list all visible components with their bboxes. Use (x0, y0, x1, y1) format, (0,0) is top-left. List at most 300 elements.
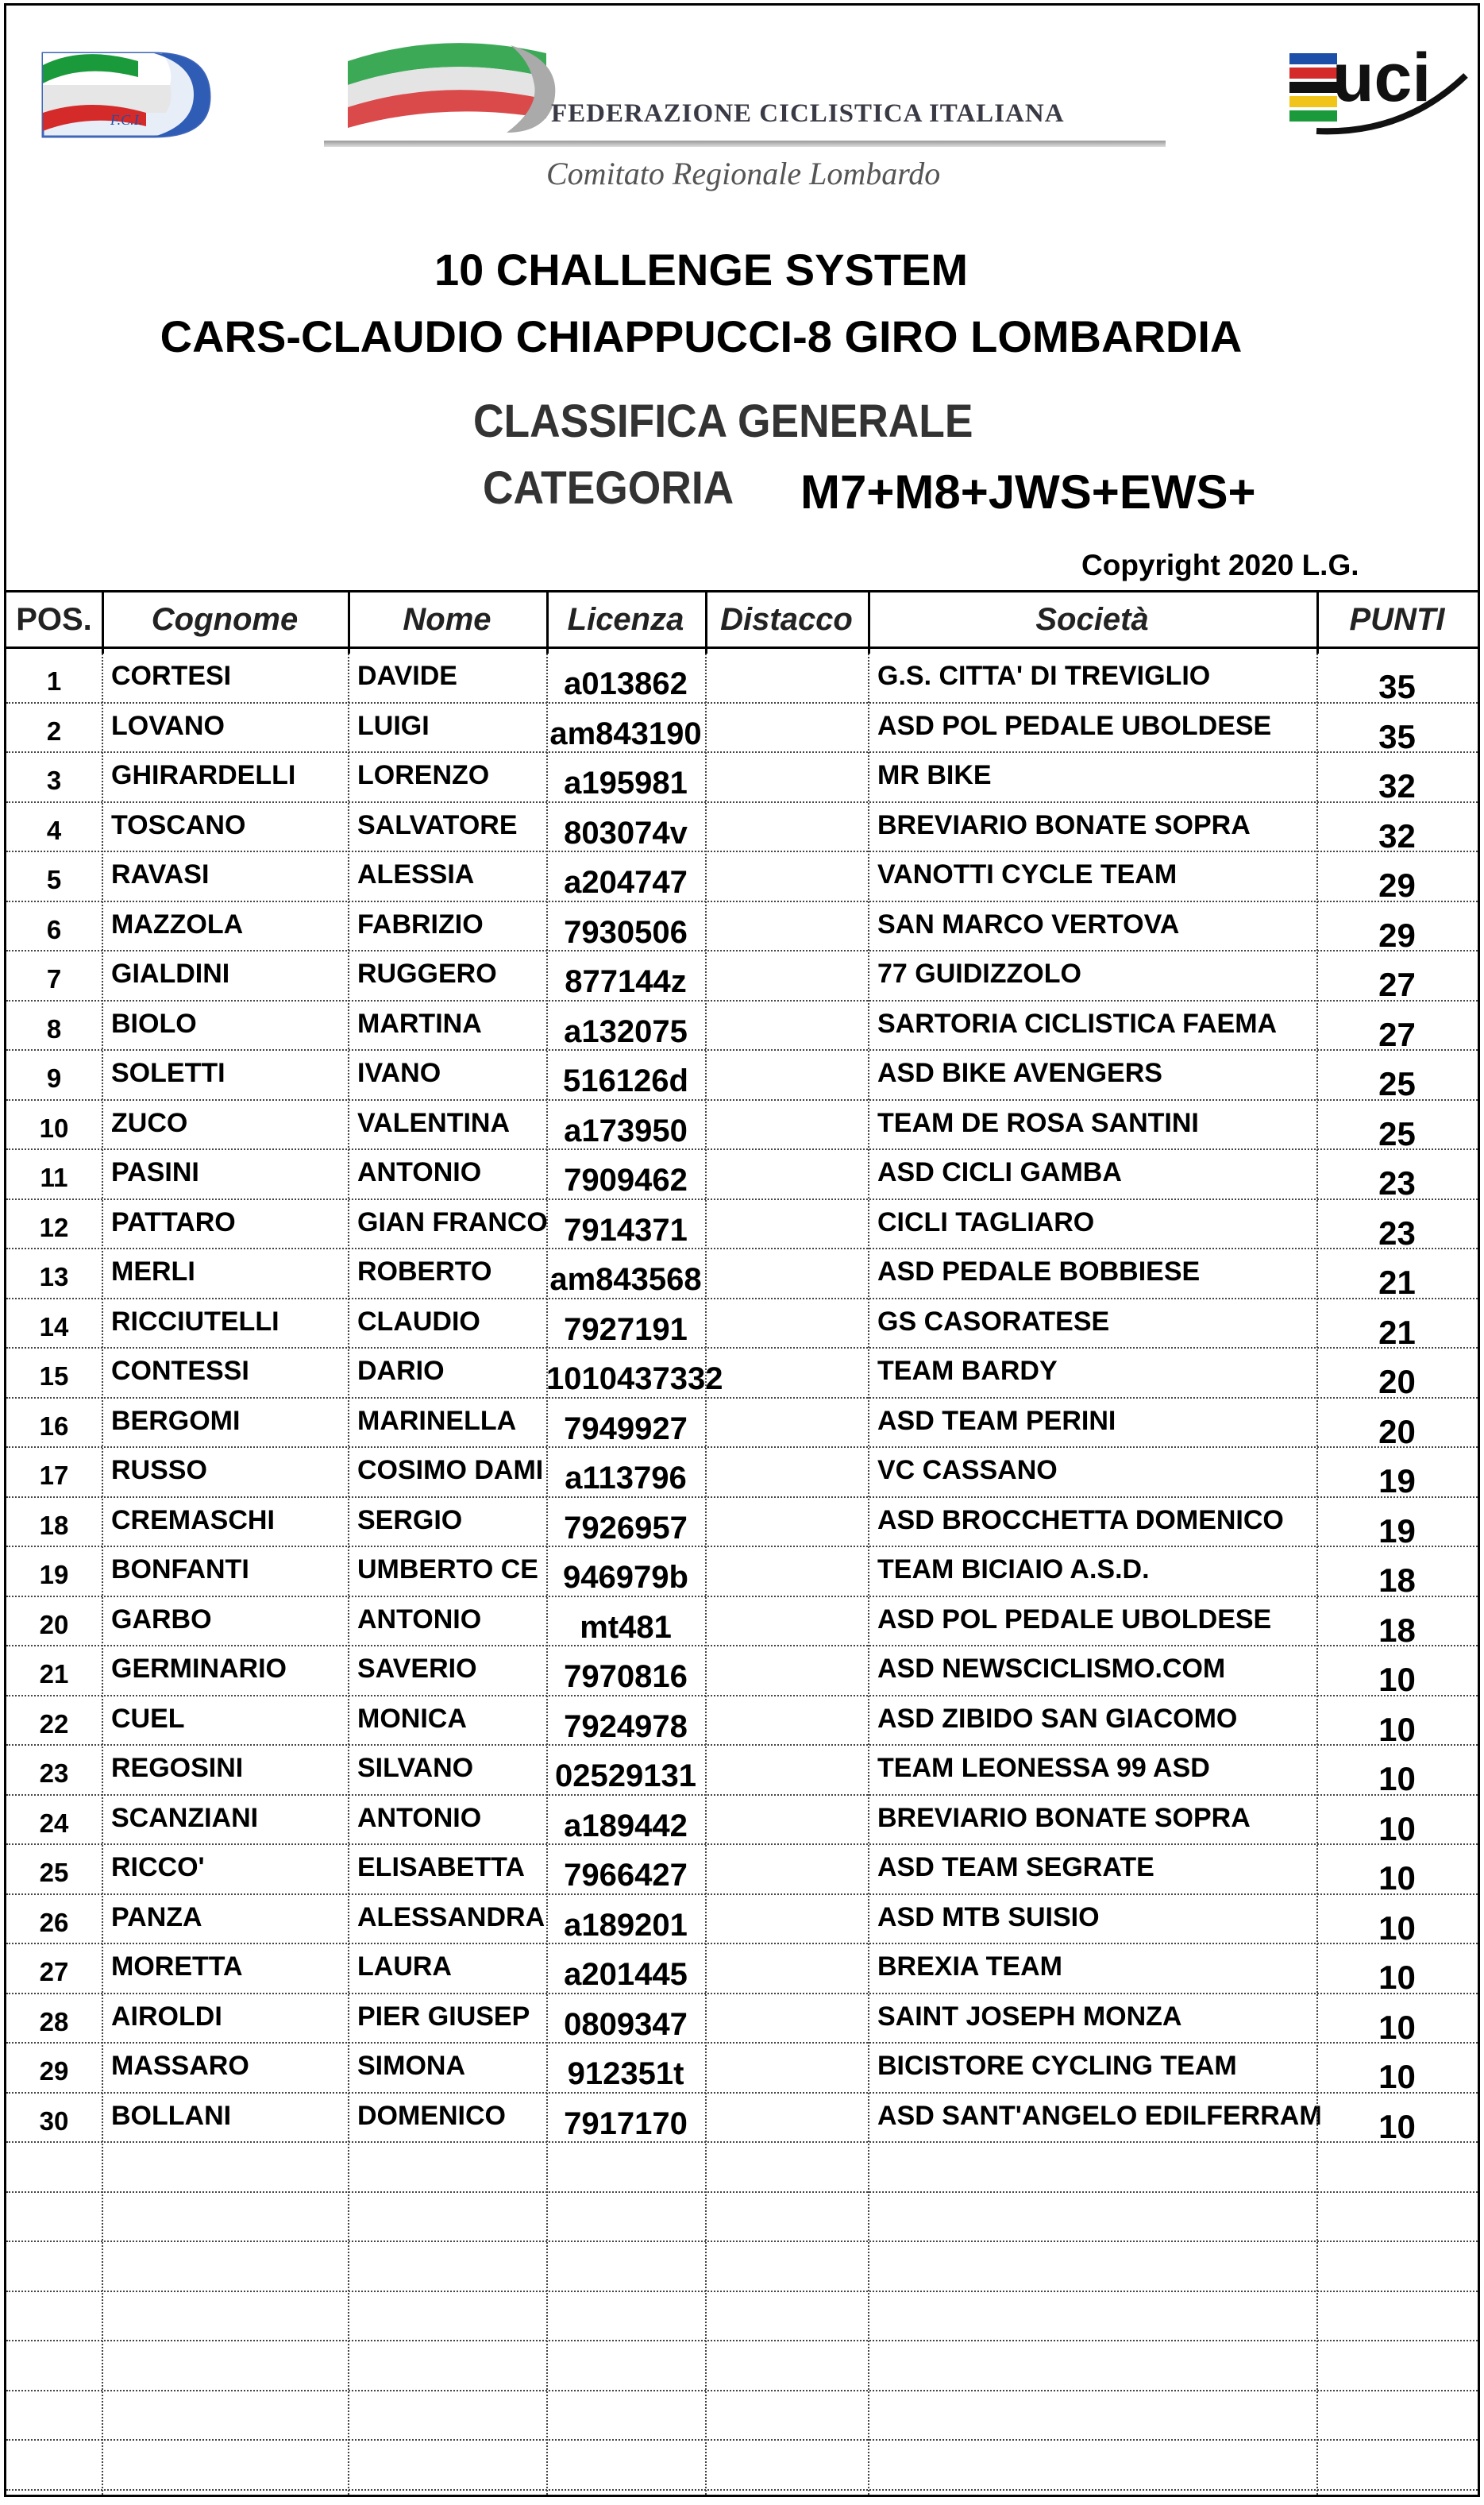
cell-pos: 22 (39, 1708, 69, 1739)
cell-punti: 18 (1378, 1611, 1416, 1649)
cell-punti: 10 (1378, 2008, 1416, 2046)
cell-distacco (705, 2242, 868, 2290)
cell-societa: BREXIA TEAM (877, 1951, 1062, 1982)
cell-cognome: CONTESSI (111, 1356, 249, 1386)
event-subtitle: CARS-CLAUDIO CHIAPPUCCI-8 GIRO LOMBARDIA (160, 311, 1243, 361)
cell-punti: 23 (1378, 1214, 1416, 1252)
cell-societa: ASD TEAM SEGRATE (877, 1852, 1154, 1882)
cell-distacco (705, 1895, 868, 1943)
cell-punti: 20 (1378, 1412, 1416, 1450)
cell-punti: 19 (1378, 1511, 1416, 1550)
cell-licenza: 7917170 (564, 2106, 688, 2141)
cell-licenza: a173950 (564, 1113, 688, 1148)
cell-punti: 19 (1378, 1462, 1416, 1500)
cell-nome: RUGGERO (357, 959, 497, 989)
cell-distacco (705, 1746, 868, 1793)
cell-societa: G.S. CITTA' DI TREVIGLIO (877, 661, 1211, 691)
cell-licenza: 7924978 (564, 1708, 688, 1744)
table-row (6, 1796, 1478, 1846)
cell-distacco (705, 852, 868, 900)
cell-pos: 28 (39, 2006, 69, 2036)
header-nome: Nome (403, 602, 491, 637)
cell-cognome: BOLLANI (111, 2100, 232, 2131)
cell-nome: SIMONA (357, 2051, 465, 2081)
cell-distacco (705, 1051, 868, 1098)
header-pos: POS. (16, 602, 92, 637)
cell-societa: BREVIARIO BONATE SOPRA (877, 809, 1251, 840)
cell-distacco (705, 803, 868, 851)
cell-punti: 25 (1378, 1114, 1416, 1152)
cell-nome: UMBERTO CE (357, 1554, 538, 1584)
cell-distacco (705, 1845, 868, 1893)
cell-societa: CICLI TAGLIARO (877, 1206, 1095, 1237)
cell-cognome (102, 2441, 348, 2488)
table-row (6, 803, 1478, 853)
cell-pos: 6 (46, 914, 62, 944)
table-row (6, 753, 1478, 803)
cell-punti (1316, 2391, 1478, 2439)
cell-licenza: 7909462 (564, 1163, 688, 1198)
cell-pos: 9 (46, 1063, 62, 1093)
table-row (6, 2143, 1478, 2193)
column-divider (705, 654, 707, 2495)
cell-distacco (705, 1101, 868, 1148)
table-row (6, 2193, 1478, 2243)
cell-pos (6, 2292, 102, 2340)
cell-licenza: a113796 (565, 1461, 687, 1496)
cell-distacco (705, 1597, 868, 1645)
cell-distacco (705, 753, 868, 801)
cell-cognome: RICCO' (111, 1852, 205, 1882)
header-cognome: Cognome (151, 602, 299, 637)
ranking-document (4, 3, 1480, 2497)
cell-licenza: 7926957 (564, 1510, 688, 1546)
cell-nome (348, 2143, 546, 2190)
cell-cognome: MORETTA (111, 1951, 243, 1982)
cell-pos: 13 (39, 1262, 69, 1291)
cell-pos (6, 2391, 102, 2439)
cell-nome: SERGIO (357, 1504, 463, 1535)
cell-licenza: 7966427 (564, 1858, 688, 1893)
cell-distacco (705, 1994, 868, 2042)
cell-licenza (546, 2242, 705, 2290)
cell-distacco (705, 1498, 868, 1546)
table-row (6, 1547, 1478, 1597)
table-row (6, 704, 1478, 754)
cell-cognome: TOSCANO (111, 809, 246, 840)
table-body (6, 654, 1478, 2491)
cell-cognome (102, 2341, 348, 2389)
cell-societa: MR BIKE (877, 760, 992, 790)
cell-societa: ASD POL PEDALE UBOLDESE (877, 710, 1272, 741)
cell-distacco (705, 1150, 868, 1198)
cell-nome (348, 2292, 546, 2340)
ranking-table (6, 590, 1478, 2491)
cell-pos (6, 2341, 102, 2389)
cell-punti (1316, 2193, 1478, 2241)
table-row (6, 1646, 1478, 1696)
cell-nome (348, 2193, 546, 2241)
cell-pos: 1 (46, 666, 62, 696)
cell-cognome: GIALDINI (111, 959, 230, 989)
cell-punti: 27 (1378, 966, 1416, 1003)
cell-distacco (705, 1696, 868, 1744)
cell-nome (348, 2391, 546, 2439)
document-header (6, 6, 1478, 590)
cell-pos: 27 (39, 1957, 69, 1986)
header-societa: Società (1035, 602, 1149, 637)
cell-punti: 10 (1378, 1909, 1416, 1947)
cell-cognome: GHIRARDELLI (111, 760, 296, 790)
cell-pos: 23 (39, 1758, 69, 1788)
column-divider (546, 654, 548, 2495)
cell-pos (6, 2193, 102, 2241)
cell-licenza: a189201 (564, 1907, 688, 1943)
cell-nome (348, 2242, 546, 2290)
cell-licenza: a132075 (564, 1013, 688, 1049)
table-row (6, 902, 1478, 952)
column-divider (546, 590, 549, 654)
cell-pos: 8 (46, 1013, 62, 1044)
cell-licenza: 516126d (563, 1063, 688, 1098)
cell-punti: 35 (1378, 717, 1416, 755)
cell-pos: 10 (39, 1113, 69, 1143)
cell-pos: 11 (40, 1163, 68, 1192)
cell-nome: ALESSANDRA (357, 1901, 545, 1932)
column-divider (102, 590, 104, 654)
cell-distacco (705, 2292, 868, 2340)
cell-licenza: a013862 (564, 666, 688, 701)
cell-licenza: a204747 (564, 865, 688, 900)
federation-divider (324, 141, 1166, 147)
cell-cognome (102, 2193, 348, 2241)
column-divider (705, 590, 707, 654)
cell-societa: SAN MARCO VERTOVA (877, 909, 1180, 940)
cell-nome: IVANO (357, 1058, 441, 1088)
table-row (6, 1051, 1478, 1101)
cell-pos (6, 2441, 102, 2488)
cell-licenza (546, 2143, 705, 2190)
column-divider (348, 654, 349, 2495)
cell-nome: LAURA (357, 1951, 452, 1982)
cell-distacco (705, 1646, 868, 1694)
cell-licenza: 946979b (563, 1560, 688, 1595)
cell-pos: 14 (39, 1311, 69, 1341)
cell-licenza: 7914371 (564, 1212, 688, 1248)
header-distacco: Distacco (720, 602, 853, 637)
cell-distacco (705, 1944, 868, 1992)
cell-pos: 4 (46, 815, 62, 845)
cell-pos: 17 (39, 1461, 69, 1490)
federation-name: FEDERAZIONE CICLISTICA ITALIANA (551, 99, 1065, 128)
table-row (6, 1399, 1478, 1449)
cell-distacco (705, 2044, 868, 2091)
copyright-notice: Copyright 2020 L.G. (1081, 549, 1359, 581)
cell-cognome: SCANZIANI (111, 1802, 259, 1833)
cell-distacco (705, 1399, 868, 1446)
cell-societa: ASD PEDALE BOBBIESE (877, 1256, 1201, 1287)
cell-licenza: am843190 (549, 716, 702, 751)
cell-distacco (705, 1796, 868, 1843)
cell-punti: 32 (1378, 767, 1416, 805)
column-divider (102, 654, 103, 2495)
cell-societa: TEAM LEONESSA 99 ASD (877, 1753, 1210, 1783)
cell-pos: 21 (39, 1659, 69, 1689)
cell-distacco (705, 1299, 868, 1347)
category-value: M7+M8+JWS+EWS+ (800, 465, 1256, 519)
fci-logo (35, 37, 218, 141)
cell-distacco (705, 2391, 868, 2439)
cell-cognome: PATTARO (111, 1206, 236, 1237)
cell-cognome: MERLI (111, 1256, 195, 1287)
cell-nome: COSIMO DAMI (357, 1455, 544, 1485)
cell-pos: 2 (46, 716, 62, 746)
cell-societa: SAINT JOSEPH MONZA (877, 2001, 1182, 2032)
cell-cognome (102, 2391, 348, 2439)
cell-licenza: 02529131 (555, 1758, 696, 1793)
cell-societa (868, 2441, 1316, 2488)
cell-pos: 3 (46, 766, 62, 795)
cell-cognome: GERMINARIO (111, 1654, 287, 1684)
cell-societa: TEAM BICIAIO A.S.D. (877, 1554, 1150, 1584)
cell-pos: 30 (39, 2106, 69, 2136)
cell-societa (868, 2292, 1316, 2340)
table-row (6, 1944, 1478, 1994)
cell-licenza: 1010437332 (546, 1361, 723, 1396)
cell-distacco (705, 902, 868, 950)
cell-punti: 10 (1378, 1661, 1416, 1698)
cell-nome: ROBERTO (357, 1256, 492, 1287)
column-divider (868, 654, 869, 2495)
cell-cognome: PASINI (111, 1157, 199, 1187)
cell-societa (868, 2143, 1316, 2190)
table-row (6, 2292, 1478, 2342)
table-row (6, 2094, 1478, 2144)
cell-nome: LORENZO (357, 760, 490, 790)
committee-name: Comitato Regionale Lombardo (546, 156, 941, 191)
cell-nome: ANTONIO (357, 1604, 482, 1635)
cell-nome: MONICA (357, 1703, 467, 1734)
table-row (6, 1200, 1478, 1250)
cell-cognome (102, 2292, 348, 2340)
cell-societa: BREVIARIO BONATE SOPRA (877, 1802, 1251, 1833)
cell-nome: DAVIDE (357, 661, 457, 691)
cell-punti (1316, 2143, 1478, 2190)
cell-cognome: AIROLDI (111, 2001, 222, 2032)
cell-societa: TEAM BARDY (877, 1356, 1058, 1386)
cell-pos (6, 2242, 102, 2290)
cell-licenza (546, 2193, 705, 2241)
table-row (6, 2341, 1478, 2391)
cell-licenza: 803074v (564, 815, 688, 851)
cell-societa: ASD BIKE AVENGERS (877, 1058, 1162, 1088)
cell-licenza: 0809347 (564, 2006, 688, 2042)
cell-punti: 10 (1378, 1859, 1416, 1897)
cell-distacco (705, 1249, 868, 1297)
cell-distacco (705, 2341, 868, 2389)
column-divider (1316, 654, 1318, 2495)
header-licenza: Licenza (567, 602, 684, 637)
cell-licenza (546, 2391, 705, 2439)
fci-logo-text: F.C.I. (110, 112, 143, 128)
cell-punti: 35 (1378, 668, 1416, 705)
cell-punti (1316, 2292, 1478, 2340)
cell-cognome: ZUCO (111, 1107, 188, 1138)
cell-licenza (546, 2292, 705, 2340)
cell-cognome: CORTESI (111, 661, 232, 691)
uci-logo-text: uci (1332, 40, 1432, 116)
cell-pos: 19 (39, 1560, 69, 1589)
event-title: 10 CHALLENGE SYSTEM (434, 245, 969, 295)
cell-nome: SILVANO (357, 1753, 474, 1783)
cell-distacco (705, 2193, 868, 2241)
cell-distacco (705, 704, 868, 751)
cell-cognome: REGOSINI (111, 1753, 244, 1783)
table-header (6, 590, 1478, 649)
cell-punti: 20 (1378, 1363, 1416, 1400)
cell-nome: ALESSIA (357, 859, 475, 890)
cell-nome: DOMENICO (357, 2100, 506, 2131)
table-row (6, 951, 1478, 1002)
cell-punti: 29 (1378, 867, 1416, 904)
cell-pos (6, 2143, 102, 2190)
cell-distacco (705, 2094, 868, 2141)
cell-cognome (102, 2143, 348, 2190)
table-row (6, 1597, 1478, 1647)
cell-nome: VALENTINA (357, 1107, 511, 1138)
table-row (6, 2242, 1478, 2292)
cell-cognome (102, 2242, 348, 2290)
table-row (6, 2044, 1478, 2094)
cell-licenza: mt481 (580, 1609, 672, 1645)
cell-punti: 23 (1378, 1164, 1416, 1202)
table-row (6, 1249, 1478, 1299)
cell-punti: 10 (1378, 2058, 1416, 2095)
cell-nome: ANTONIO (357, 1802, 482, 1833)
table-row (6, 1002, 1478, 1052)
cell-pos: 16 (39, 1411, 69, 1441)
cell-punti: 10 (1378, 1959, 1416, 1996)
cell-nome: DARIO (357, 1356, 445, 1386)
cell-nome: SALVATORE (357, 809, 518, 840)
cell-societa: TEAM DE ROSA SANTINI (877, 1107, 1199, 1138)
cell-pos: 15 (39, 1361, 69, 1391)
cell-licenza: 7930506 (564, 914, 688, 950)
cell-cognome: RAVASI (111, 859, 210, 890)
cell-licenza: 877144z (565, 964, 687, 999)
cell-nome: CLAUDIO (357, 1306, 480, 1337)
cell-distacco (705, 1349, 868, 1396)
cell-punti: 21 (1378, 1264, 1416, 1301)
cell-punti: 18 (1378, 1561, 1416, 1599)
cell-cognome: CUEL (111, 1703, 185, 1734)
cell-nome: MARTINA (357, 1008, 482, 1039)
cell-societa: SARTORIA CICLISTICA FAEMA (877, 1008, 1278, 1039)
cell-nome: FABRIZIO (357, 909, 484, 940)
cell-pos: 26 (39, 1907, 69, 1937)
table-row (6, 2391, 1478, 2441)
table-row (6, 1101, 1478, 1151)
cell-societa (868, 2341, 1316, 2389)
table-row (6, 1150, 1478, 1200)
cell-distacco (705, 1448, 868, 1496)
cell-licenza: a201445 (564, 1957, 688, 1992)
cell-licenza: a195981 (564, 766, 688, 801)
cell-cognome: RUSSO (111, 1455, 207, 1485)
cell-nome: SAVERIO (357, 1654, 477, 1684)
cell-societa: VC CASSANO (877, 1455, 1058, 1485)
cell-punti: 32 (1378, 816, 1416, 855)
cell-punti: 29 (1378, 916, 1416, 954)
cell-cognome: BIOLO (111, 1008, 197, 1039)
cell-cognome: PANZA (111, 1901, 202, 1932)
cell-licenza (546, 2441, 705, 2488)
table-row (6, 1448, 1478, 1498)
cell-societa: ASD POL PEDALE UBOLDESE (877, 1604, 1272, 1635)
cell-cognome: BERGOMI (111, 1405, 241, 1436)
cell-societa: ASD BROCCHETTA DOMENICO (877, 1504, 1284, 1535)
cell-distacco (705, 2143, 868, 2190)
cell-nome (348, 2441, 546, 2488)
cell-nome: ANTONIO (357, 1157, 482, 1187)
cell-licenza: 7970816 (564, 1659, 688, 1694)
cell-licenza: 7927191 (564, 1311, 688, 1347)
cell-nome: LUIGI (357, 710, 430, 741)
cell-nome: ELISABETTA (357, 1852, 525, 1882)
cell-pos: 18 (39, 1510, 69, 1540)
cell-societa: ASD TEAM PERINI (877, 1405, 1116, 1436)
category-label: CATEGORIA (483, 462, 734, 514)
cell-pos: 12 (39, 1212, 69, 1242)
table-row (6, 1994, 1478, 2044)
cell-pos: 29 (39, 2056, 69, 2086)
cell-punti: 10 (1378, 1710, 1416, 1748)
cell-cognome: CREMASCHI (111, 1504, 275, 1535)
cell-punti: 10 (1378, 2107, 1416, 2145)
cell-cognome: LOVANO (111, 710, 225, 741)
table-row (6, 1498, 1478, 1548)
cell-nome: GIAN FRANCO (357, 1206, 548, 1237)
cell-societa: ASD SANT'ANGELO EDILFERRAM (877, 2100, 1322, 2131)
table-row (6, 1299, 1478, 1349)
cell-punti: 21 (1378, 1313, 1416, 1351)
cell-distacco (705, 1002, 868, 1049)
cell-societa: 77 GUIDIZZOLO (877, 959, 1081, 989)
cell-licenza: 7949927 (564, 1411, 688, 1446)
federation-flag (332, 29, 562, 141)
ranking-title: CLASSIFICA GENERALE (473, 396, 973, 447)
table-row (6, 654, 1478, 704)
cell-punti (1316, 2242, 1478, 2290)
cell-licenza: am843568 (549, 1262, 702, 1297)
cell-cognome: BONFANTI (111, 1554, 249, 1584)
cell-punti: 27 (1378, 1015, 1416, 1053)
cell-societa: ASD MTB SUISIO (877, 1901, 1100, 1932)
cell-cognome: MASSARO (111, 2051, 249, 2081)
cell-punti (1316, 2441, 1478, 2488)
cell-distacco (705, 951, 868, 999)
cell-societa: ASD ZIBIDO SAN GIACOMO (877, 1703, 1238, 1734)
cell-societa (868, 2193, 1316, 2241)
cell-pos: 20 (39, 1609, 69, 1639)
cell-distacco (705, 1547, 868, 1595)
uci-logo (1285, 36, 1475, 139)
cell-punti: 10 (1378, 1760, 1416, 1797)
cell-pos: 5 (46, 865, 62, 894)
cell-distacco (705, 1200, 868, 1248)
cell-nome (348, 2341, 546, 2389)
cell-punti: 25 (1378, 1065, 1416, 1102)
